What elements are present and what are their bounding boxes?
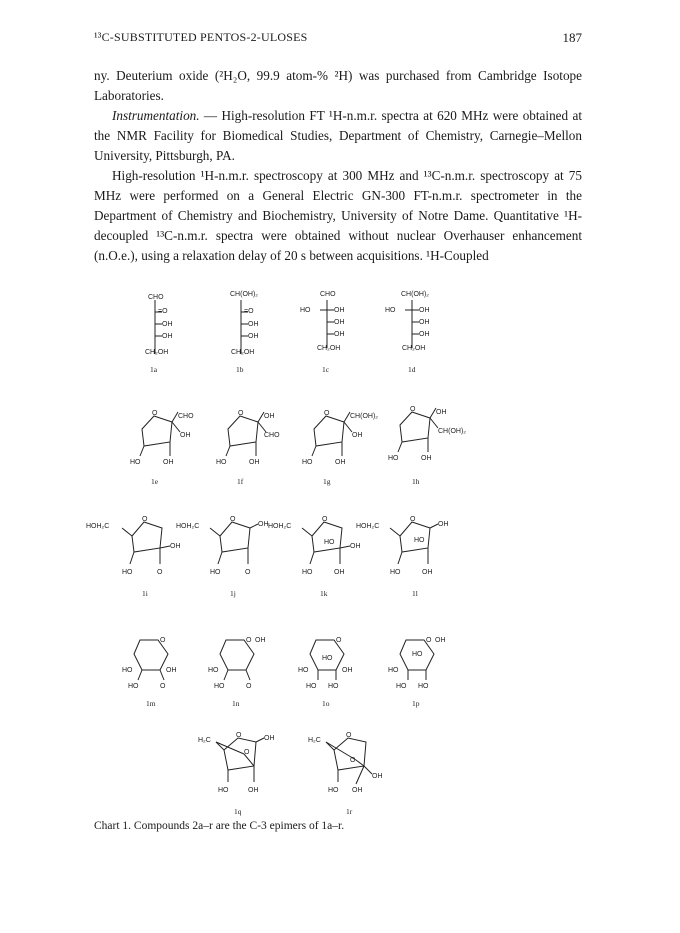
group-ch2oh: CH₂OH	[402, 345, 426, 352]
group-ho: HO	[216, 459, 227, 466]
group-oh: OH	[436, 409, 447, 416]
group-cho: CHO	[178, 413, 194, 420]
group-cho: CHO	[264, 432, 280, 439]
group-ho: HO	[328, 787, 339, 794]
group-oh: OH	[264, 735, 275, 742]
group-ho: HO	[388, 455, 399, 462]
group-o: O	[336, 637, 342, 644]
svg-text:HO: HO	[300, 307, 311, 314]
svg-text:HO: HO	[385, 307, 396, 314]
compound-1d	[385, 291, 430, 374]
group-o: O	[410, 516, 416, 523]
group-ho: HO	[390, 569, 401, 576]
group-o: O	[236, 732, 242, 739]
compound-1j	[176, 516, 269, 598]
group-o: O	[244, 749, 250, 756]
compound-label-1r: 1r	[346, 807, 353, 816]
compound-1i	[86, 516, 181, 598]
compound-label-1p: 1p	[412, 699, 420, 708]
compound-1c	[300, 291, 345, 374]
group-o: O	[246, 683, 252, 690]
group-oh: OH	[419, 307, 430, 314]
compound-1m	[122, 637, 177, 708]
compound-label-1l: 1l	[412, 589, 418, 598]
group-oh: OH	[162, 321, 173, 328]
group-oh: OH	[248, 333, 259, 340]
group-h2c: H₂C	[198, 737, 211, 744]
group-ho: HO	[130, 459, 141, 466]
compound-1e	[130, 410, 194, 486]
compound-1b	[230, 291, 259, 374]
group-oh: OH	[162, 333, 173, 340]
chart-figure	[86, 284, 582, 834]
group-oh: OH	[435, 637, 446, 644]
paragraph-1: ny. Deuterium oxide (²H₂O, 99.9 atom-% ²H) was purchased from Cambridge Isotope Laboratories.	[94, 68, 582, 103]
group-ho: HO	[128, 683, 139, 690]
group-oh: OH	[334, 319, 345, 326]
compound-label-1i: 1i	[142, 589, 148, 598]
group-oh: OH	[422, 569, 433, 576]
group-ho: HO	[218, 787, 229, 794]
group-o: O	[324, 410, 330, 417]
group-oh: OH	[248, 321, 259, 328]
group-cho: CHO	[148, 294, 164, 301]
group-o: O	[245, 569, 251, 576]
group-ho: HO	[328, 683, 339, 690]
compound-1q	[198, 732, 275, 816]
group-ho: HO	[306, 683, 317, 690]
group-o: O	[160, 683, 166, 690]
group-o: O	[152, 410, 158, 417]
group-o: O	[350, 757, 356, 764]
group-o: O	[160, 637, 166, 644]
group-oh: OH	[249, 459, 260, 466]
group-oh: OH	[438, 521, 449, 528]
compound-label-1c: 1c	[322, 365, 330, 374]
section-heading-instrumentation: Instrumentation.	[112, 108, 200, 123]
group-choh2: CH(OH)₂	[230, 291, 258, 298]
group-ho: HO	[210, 569, 221, 576]
compound-label-1e: 1e	[151, 477, 159, 486]
chemical-structures	[86, 284, 582, 834]
group-hoh2c: HOH₂C	[176, 523, 200, 530]
paragraph-2	[94, 106, 582, 166]
paragraph-2-body: — High-resolution FT ¹H-n.m.r. spectra at 620 MHz were obtained at the NMR Facility for Biomedical Studies, Department of Chemistry, Carnegie–Mellon University, Pittsburgh, PA.	[94, 108, 582, 163]
group-ho: HO	[388, 667, 399, 674]
group-oh: OH	[334, 569, 345, 576]
compound-label-1d: 1d	[408, 365, 416, 374]
compound-label-1m: 1m	[146, 699, 156, 708]
group-ho: HO	[122, 569, 133, 576]
group-oh: OH	[352, 432, 363, 439]
group-choh2: CH(OH)₂	[438, 428, 466, 435]
compound-1o	[298, 637, 353, 708]
chart-caption: Chart 1. Compounds 2a–r are the C-3 epimers of 1a–r.	[94, 820, 345, 832]
group-o: O	[142, 516, 148, 523]
group-hoh2c: HOH₂C	[86, 523, 110, 530]
group-ho: HO	[302, 459, 313, 466]
svg-text:=O: =O	[158, 308, 168, 315]
group-oh: OH	[258, 521, 269, 528]
group-o: O	[246, 637, 252, 644]
group-ho: HO	[324, 539, 335, 546]
compound-label-1o: 1o	[322, 699, 330, 708]
group-o: O	[238, 410, 244, 417]
group-hoh2c: HOH₂C	[268, 523, 292, 530]
svg-text:=O: =O	[244, 308, 254, 315]
compound-label-1n: 1n	[232, 699, 240, 708]
compound-1l	[356, 516, 449, 598]
group-o: O	[410, 406, 416, 413]
group-oh: OH	[170, 543, 181, 550]
group-cho: CHO	[320, 291, 336, 298]
group-oh: OH	[352, 787, 363, 794]
group-oh: OH	[335, 459, 346, 466]
compound-1f	[216, 410, 280, 486]
group-oh: OH	[419, 331, 430, 338]
group-ho: HO	[412, 651, 423, 658]
compound-label-1j: 1j	[230, 589, 236, 598]
group-ch2oh: CH₂OH	[231, 349, 255, 356]
compound-1k	[268, 516, 361, 598]
compound-label-1a: 1a	[150, 365, 158, 374]
group-ch2oh: CH₂OH	[317, 345, 341, 352]
group-ho: HO	[208, 667, 219, 674]
group-ho: HO	[396, 683, 407, 690]
compound-label-1k: 1k	[320, 589, 328, 598]
group-oh: OH	[163, 459, 174, 466]
group-o: O	[322, 516, 328, 523]
compound-label-1g: 1g	[323, 477, 331, 486]
group-oh: OH	[255, 637, 266, 644]
group-choh2: CH(OH)₂	[401, 291, 429, 298]
compound-1g	[302, 410, 378, 486]
running-title: ¹³C-SUBSTITUTED PENTOS-2-ULOSES	[94, 30, 308, 44]
group-oh: OH	[334, 331, 345, 338]
group-oh: OH	[421, 455, 432, 462]
group-oh: OH	[264, 413, 275, 420]
compound-1a	[145, 294, 173, 374]
group-h2c: H₂C	[308, 737, 321, 744]
group-ho: HO	[214, 683, 225, 690]
compound-1r	[308, 732, 383, 816]
group-hoh2c: HOH₂C	[356, 523, 380, 530]
group-oh: OH	[334, 307, 345, 314]
group-choh2: CH(OH)₂	[350, 413, 378, 420]
group-o: O	[157, 569, 163, 576]
body-text	[94, 66, 582, 266]
compound-1h	[388, 406, 466, 486]
group-o: O	[346, 732, 352, 739]
compound-1p	[388, 637, 446, 708]
group-oh: OH	[180, 432, 191, 439]
page-header	[94, 30, 582, 50]
group-ch2oh: CH₂OH	[145, 349, 169, 356]
group-ho: HO	[122, 667, 133, 674]
compound-label-1h: 1h	[412, 477, 420, 486]
group-oh: OH	[166, 667, 177, 674]
group-oh: OH	[350, 543, 361, 550]
group-oh: OH	[248, 787, 259, 794]
compound-label-1b: 1b	[236, 365, 244, 374]
group-ho: HO	[302, 569, 313, 576]
group-o: O	[426, 637, 432, 644]
group-oh: OH	[419, 319, 430, 326]
group-oh: OH	[342, 667, 353, 674]
compound-label-1q: 1q	[234, 807, 242, 816]
paragraph-3: High-resolution ¹H-n.m.r. spectroscopy at 300 MHz and ¹³C-n.m.r. spectroscopy at 75 MHz were performed on a General Electric GN-300 FT-n.m.r. spectrometer in the Department of Chemistry and Biochemistry, University of Notre Dame. Quantitative ¹H-decoupled ¹³C-n.m.r. spectra were obtained without nuclear Overhauser enhancement (n.O.e.), using a relaxation delay of 20 s between acquisitions. ¹H-Coupled	[94, 168, 582, 263]
compound-1n	[208, 637, 266, 708]
group-ho: HO	[298, 667, 309, 674]
page-number: 187	[562, 30, 582, 45]
compound-label-1f: 1f	[237, 477, 244, 486]
group-oh: OH	[372, 773, 383, 780]
group-ho: HO	[322, 655, 333, 662]
group-ho: HO	[414, 537, 425, 544]
group-ho: HO	[418, 683, 429, 690]
group-o: O	[230, 516, 236, 523]
